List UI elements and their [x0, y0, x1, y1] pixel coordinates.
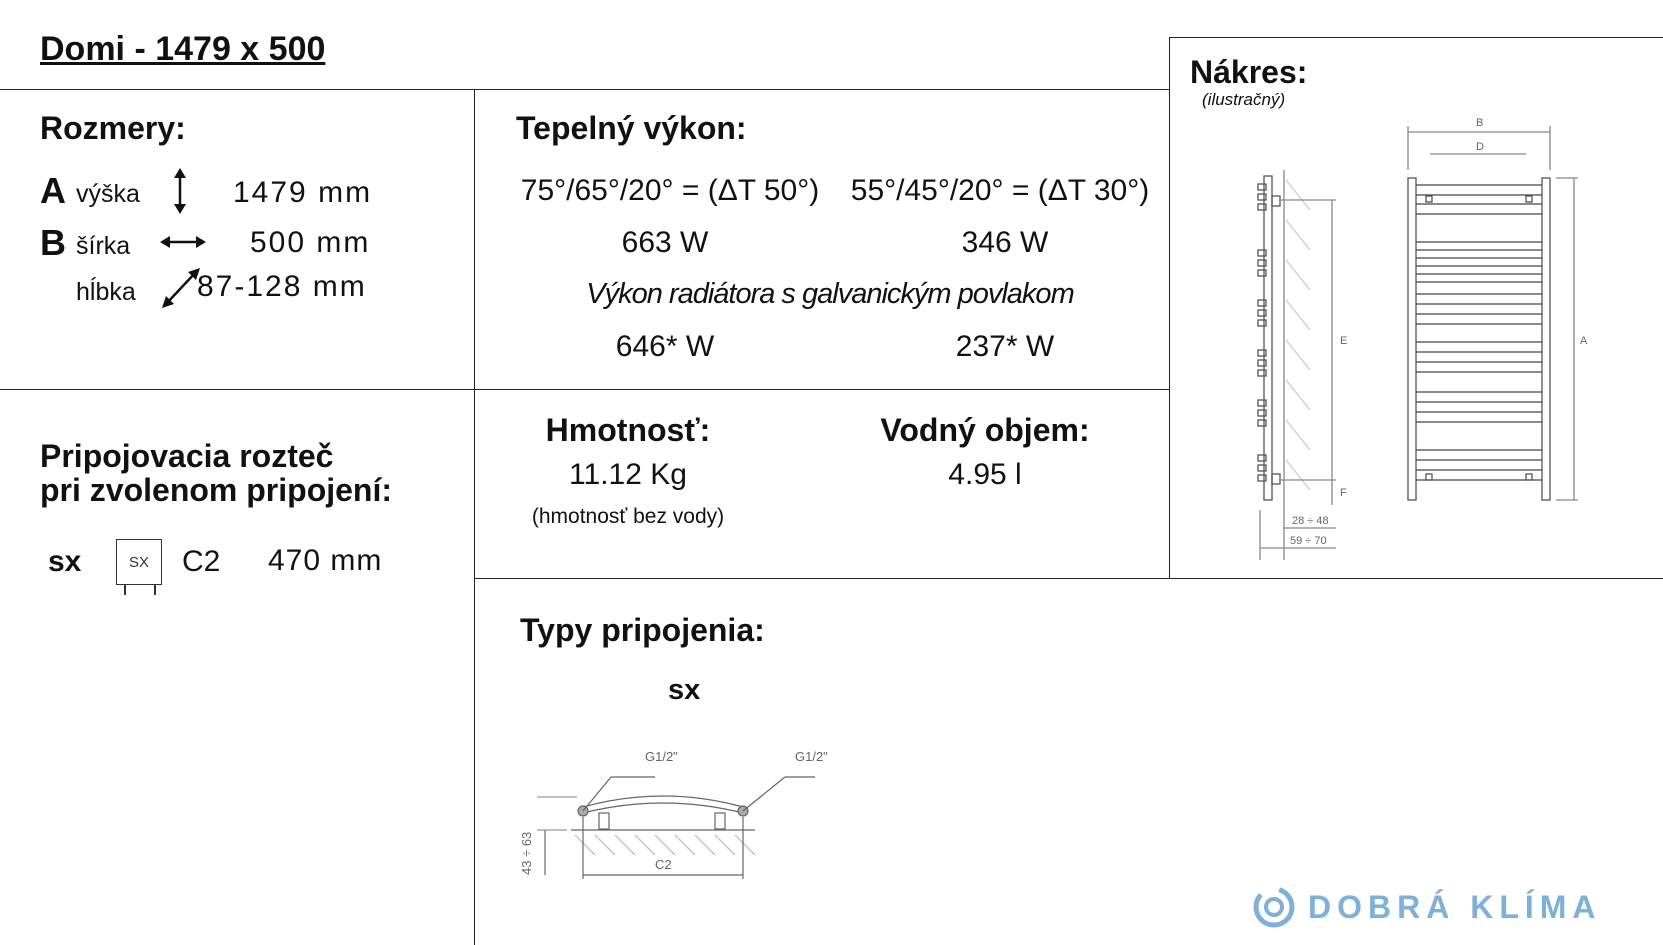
pitch-heading-line1: Pripojovacia rozteč	[40, 438, 334, 474]
weight-note: (hmotnosť bez vody)	[531, 505, 725, 528]
label-d: D	[1476, 141, 1484, 153]
connection-types-heading: Typy pripojenia:	[520, 612, 765, 648]
brand-logo-icon	[1253, 886, 1295, 928]
drawing-top-border	[1169, 37, 1663, 38]
pitch-type: sx	[48, 545, 82, 578]
sx-connection-icon	[116, 539, 162, 585]
brand-name: DOBRÁ KLÍMA	[1308, 889, 1602, 925]
column-divider	[474, 89, 475, 945]
weight-value: 11.12 Kg	[569, 458, 687, 491]
thermal-condition-2: 55°/45°/20° = (ΔT 30°)	[850, 174, 1150, 207]
thread-label-left: G1/2"	[645, 749, 678, 764]
dimension-row-depth	[40, 266, 400, 312]
label-dim1: 28 ÷ 48	[1292, 515, 1329, 527]
span-label: C2	[655, 857, 672, 872]
pitch-heading-line2: pri zvolenom pripojení:	[40, 472, 393, 508]
drawing-heading: Nákres:	[1190, 54, 1308, 90]
label-dim2: 59 ÷ 70	[1290, 535, 1327, 547]
sx-icon-leg-left	[124, 585, 126, 595]
drawing-bottom-border	[474, 578, 1663, 579]
drawing-note: (ilustračný)	[1202, 90, 1286, 109]
middle-divider	[0, 389, 1169, 390]
thermal-value-2: 346 W	[961, 226, 1049, 259]
dimension-label: výška	[76, 180, 140, 208]
dimension-letter: A	[40, 170, 66, 211]
dimensions-heading: Rozmery:	[40, 110, 186, 146]
label-f: F	[1340, 487, 1347, 499]
galvanic-value-2: 237* W	[955, 330, 1055, 363]
dimension-label: hĺbka	[76, 278, 136, 306]
drawing-left-border	[1169, 37, 1170, 579]
dimension-value: 1479 mm	[233, 176, 373, 209]
galvanic-note: Výkon radiátora s galvanickým povlakom	[586, 278, 1074, 310]
galvanic-value-1: 646* W	[615, 330, 715, 363]
sx-icon-leg-right	[154, 585, 156, 595]
page-title: Domi - 1479 x 500	[40, 30, 326, 68]
dimension-label: šírka	[76, 232, 131, 260]
pitch-value: 470 mm	[268, 544, 383, 577]
thermal-value-1: 663 W	[621, 226, 709, 259]
dimension-value: 87-128 mm	[197, 270, 367, 303]
label-b: B	[1476, 117, 1484, 129]
title-divider	[0, 89, 1169, 90]
volume-value: 4.95 l	[948, 458, 1022, 491]
vertical-arrow-icon	[172, 168, 188, 214]
dimension-value: 500 mm	[250, 226, 371, 259]
thread-label-right: G1/2"	[795, 749, 828, 764]
radiator-technical-drawing	[1240, 110, 1600, 570]
dimension-row-height	[40, 168, 400, 214]
dimension-row-width	[40, 220, 400, 266]
weight-heading: Hmotnosť:	[545, 412, 711, 448]
height-label: 43 ÷ 63	[519, 831, 534, 875]
horizontal-arrow-icon	[160, 234, 206, 250]
sx-box-label: SX	[128, 553, 149, 571]
connection-types-sx: sx	[668, 674, 701, 706]
volume-heading: Vodný objem:	[880, 412, 1090, 448]
dimension-letter: B	[40, 222, 66, 263]
label-e: E	[1340, 335, 1348, 347]
thermal-heading: Tepelný výkon:	[516, 110, 747, 146]
sx-connection-diagram	[515, 735, 855, 885]
thermal-condition-1: 75°/65°/20° = (ΔT 50°)	[520, 174, 820, 207]
diagonal-arrow-icon	[162, 268, 200, 308]
label-a: A	[1580, 335, 1588, 347]
pitch-code: C2	[182, 545, 221, 578]
